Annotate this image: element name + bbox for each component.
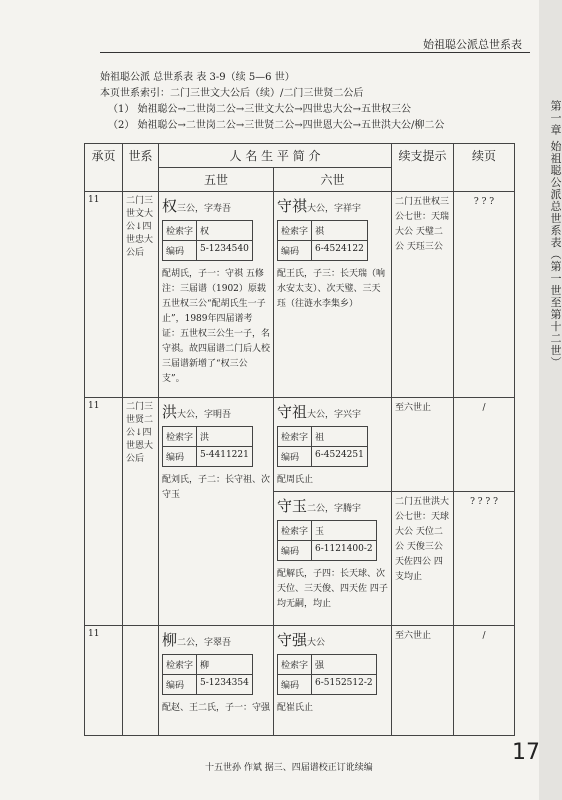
footer-note: 十五世孙 作斌 据三、四届谱校正订讹续编 xyxy=(205,763,373,773)
index-box: 检索字 洪 编码 5-4411221 xyxy=(162,426,253,467)
table-row xyxy=(85,626,515,736)
person-name: 守祖 xyxy=(277,403,308,421)
table-row xyxy=(85,398,515,492)
cont-page: ? ? ? xyxy=(454,192,515,398)
person-name: 柳 xyxy=(162,631,178,649)
cont-page: / xyxy=(454,398,515,492)
person-note: 配刘氏，子二：长守祖、次守玉 xyxy=(162,475,271,500)
index-box: 检索字 玉 编码 6-1121400-2 xyxy=(277,520,377,561)
index-box: 检索字 强 编码 6-5152512-2 xyxy=(277,654,377,695)
person-title: 大公，字兴宇 xyxy=(307,410,362,420)
index-box: 检索字 权 编码 5-1234540 xyxy=(162,220,253,261)
person-title: 大公，字祥宇 xyxy=(307,204,362,214)
col-header-page: 承页 xyxy=(85,144,123,192)
table-row xyxy=(85,192,515,398)
meta-block xyxy=(100,70,444,134)
person-cell xyxy=(159,626,274,736)
meta-line-2: 本页世系索引：二门三世文大公后（续）/二门三世贤二公后 xyxy=(100,88,364,99)
person-cell xyxy=(274,398,392,492)
side-chapter-text xyxy=(539,100,562,369)
branch-hint: 至六世止 xyxy=(392,398,454,492)
person-note: 配赵、王二氏，子一：守强 xyxy=(162,703,271,713)
header-rule xyxy=(100,52,530,53)
index-box: 检索字 祖 编码 6-4524251 xyxy=(277,426,368,467)
person-name: 守强 xyxy=(277,631,308,649)
person-cell xyxy=(159,192,274,398)
index-box: 检索字 柳 编码 5-1234354 xyxy=(162,654,253,695)
person-name: 守玉 xyxy=(277,497,308,515)
branch-hint: 二门五世洪大公七世：天球大公 天位二公 天俊三公 天佐四公 四支均止 xyxy=(392,492,454,626)
cont-page: / xyxy=(454,626,515,736)
person-note: 配胡氏，子一：守祺 五修注：三届谱（1902）原载五世权三公“配胡氏生一子止”，1989年四届谱考证：五世权三公生一子，名守祺。故四届谱二门后人校三届谱新增了“权三公支”。 xyxy=(162,269,271,384)
row-page: 11 xyxy=(85,192,123,398)
genealogy-table xyxy=(84,143,515,736)
meta-line-3: （1） 始祖聪公→二世岗二公→三世文大公→四世忠大公→五世权三公 xyxy=(108,104,412,115)
col-header-g5: 五世 xyxy=(159,168,274,192)
person-title: 三公，字寿吾 xyxy=(177,204,232,214)
person-name: 洪 xyxy=(162,403,178,421)
side-title: 始祖聪公派总世系表（第一世至第十二世） xyxy=(549,140,562,369)
cont-page: ? ? ? ? xyxy=(454,492,515,626)
person-cell xyxy=(274,192,392,398)
side-chapter: 第一章 xyxy=(549,100,562,136)
person-title: 大公，字明吾 xyxy=(177,410,232,420)
person-name: 守祺 xyxy=(277,197,308,215)
col-header-branch: 续支提示 xyxy=(392,144,454,192)
person-note: 配周氏止 xyxy=(277,475,314,485)
row-gen: 二门三世贤二公↓四世恩大公后 xyxy=(123,398,159,626)
meta-line-4: （2） 始祖聪公→二世岗二公→三世贤二公→四世恩大公→五世洪大公/柳二公 xyxy=(108,120,445,131)
running-header: 始祖聪公派总世系表 xyxy=(423,38,522,51)
person-cell xyxy=(274,492,392,626)
row-gen xyxy=(123,626,159,736)
row-page: 11 xyxy=(85,398,123,626)
col-header-bio: 人 名 生 平 简 介 xyxy=(159,144,392,168)
person-cell xyxy=(159,398,274,626)
person-note: 配崔氏止 xyxy=(277,703,314,713)
col-header-cont: 续页 xyxy=(454,144,515,192)
person-note: 配解氏，子四：长天球、次天位、三天俊、四天佐 四子均无嗣，均止 xyxy=(277,569,388,609)
person-note: 配王氏，子三：长天瑞（响水安太支）、次天璧、三天珏（往涟水李集乡） xyxy=(277,269,386,309)
person-cell xyxy=(274,626,392,736)
col-header-gen: 世系 xyxy=(123,144,159,192)
branch-hint: 二门五世权三公七世：天瑞大公 天璧二公 天珏三公 xyxy=(392,192,454,398)
page-number: 17 xyxy=(512,740,540,765)
branch-hint: 至六世止 xyxy=(392,626,454,736)
index-box: 检索字 祺 编码 6-4524122 xyxy=(277,220,368,261)
meta-line-1: 始祖聪公派 总世系表 表 3-9（续 5—6 世） xyxy=(100,72,295,83)
person-title: 大公 xyxy=(307,638,326,648)
row-gen: 二门三世文大公↓四世忠大公后 xyxy=(123,192,159,398)
person-title: 二公，字腾宇 xyxy=(307,504,362,514)
col-header-g6: 六世 xyxy=(274,168,392,192)
person-name: 权 xyxy=(162,197,178,215)
person-title: 二公，字翠吾 xyxy=(177,638,232,648)
row-page: 11 xyxy=(85,626,123,736)
